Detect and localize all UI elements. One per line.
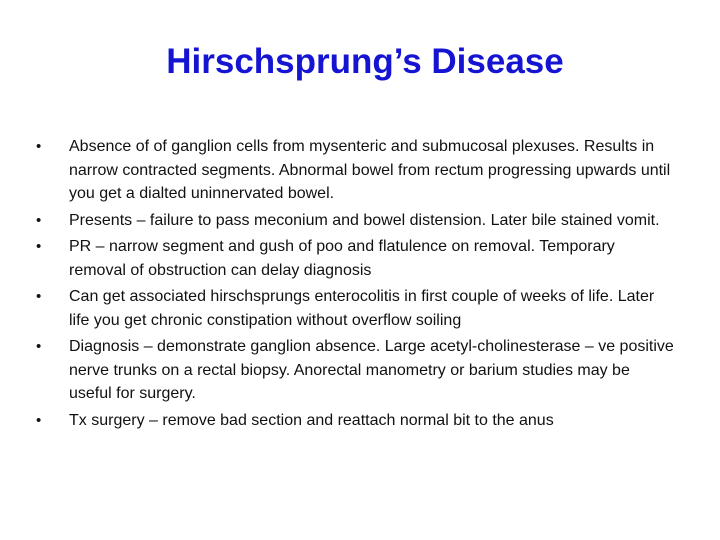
- bullet-dot-icon: •: [36, 288, 42, 305]
- bullet-text: Presents – failure to pass meconium and bowel distension. Later bile stained vomit.: [69, 211, 660, 229]
- bullet-item: [36, 235, 676, 282]
- bullet-item: [36, 285, 676, 332]
- bullet-dot-icon: •: [36, 211, 42, 229]
- bullet-text: PR – narrow segment and gush of poo and flatulence on removal. Temporary removal of obstruction can delay diagnosis: [69, 238, 615, 279]
- bullet-dot-icon: •: [36, 238, 42, 255]
- bullet-item: [36, 335, 676, 406]
- bullet-item: [36, 409, 676, 433]
- bullet-dot-icon: •: [36, 138, 42, 155]
- bullet-dot-icon: •: [36, 411, 42, 429]
- bullet-text: Can get associated hirschsprungs enterocolitis in first couple of weeks of life. Later life you get chronic constipation without overflow soiling: [69, 288, 655, 329]
- bullet-item: [36, 135, 676, 206]
- bullet-text: Absence of of ganglion cells from mysenteric and submucosal plexuses. Results in narrow contracted segments. Abnormal bowel from rectum progressing upwards until you get a dialted uninnervated bowel.: [69, 138, 671, 202]
- bullet-list: [36, 135, 676, 435]
- slide-title: Hirschsprung’s Disease: [166, 42, 564, 81]
- bullet-text: Tx surgery – remove bad section and reattach normal bit to the anus: [69, 411, 554, 429]
- bullet-text: Diagnosis – demonstrate ganglion absence. Large acetyl-cholinesterase – ve positive nerve trunks on a rectal biopsy. Anorectal manometry or barium studies may be useful for surgery.: [69, 338, 674, 402]
- bullet-item: [36, 209, 676, 233]
- bullet-dot-icon: •: [36, 338, 42, 355]
